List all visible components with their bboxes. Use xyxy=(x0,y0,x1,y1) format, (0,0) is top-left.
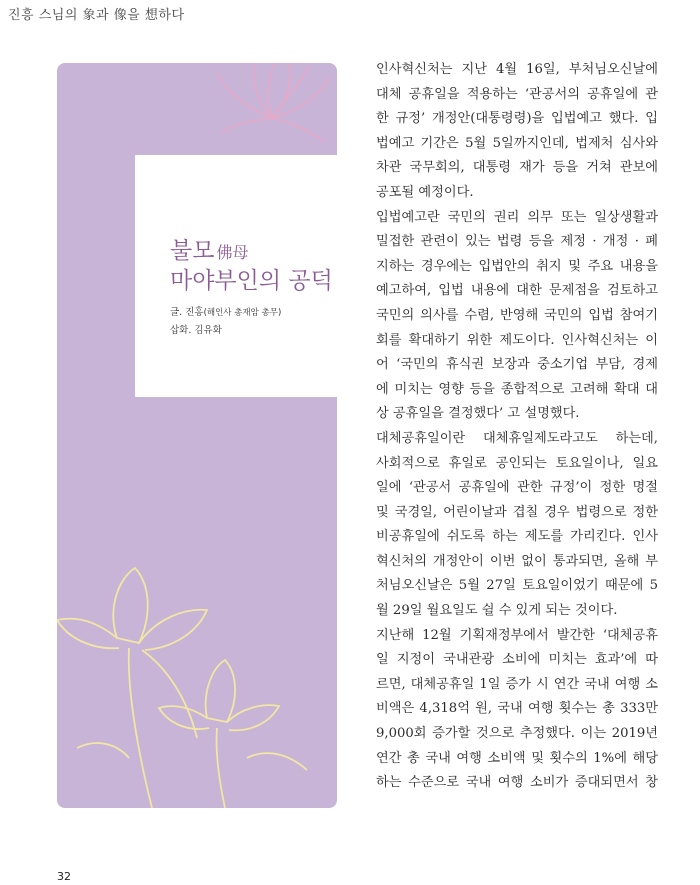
body-line: 9,000회 증가할 것으로 추정했다. 이는 2019년 xyxy=(376,726,658,742)
article-subtitle: 마야부인의 공덕 xyxy=(170,268,333,294)
writer-credit xyxy=(170,304,281,318)
body-line: 르면, 대체공휴일 1일 증가 시 연간 국내 여행 소 xyxy=(376,676,658,692)
body-line: 어 ‘국민의 휴식권 보장과 중소기업 부담, 경제 xyxy=(376,357,658,373)
body-line: 법예고 기간은 5월 5일까지인데, 법제처 심사와 xyxy=(376,135,658,151)
body-line: 한 규정’ 개정안(대통령령)을 입법예고 했다. 입 xyxy=(376,111,658,127)
article-body xyxy=(376,58,658,796)
body-line: 상 공휴일을 결정했다’ 고 설명했다. xyxy=(376,406,580,422)
body-line: 일에 ‘관공서 공휴일에 관한 규정’이 정한 명절 xyxy=(376,480,658,496)
body-line: 사회적으로 휴일로 공인되는 토요일이나, 일요 xyxy=(376,455,658,471)
illustrator-role: 삽화. xyxy=(170,325,192,336)
body-line: 예고하여, 입법 내용에 대한 문제점을 검토하고 xyxy=(376,283,658,299)
page-number: 32 xyxy=(57,870,71,883)
body-line: 공포될 예정이다. xyxy=(376,184,474,200)
body-line: 회를 확대하기 위한 제도이다. 인사혁신처는 이 xyxy=(376,332,658,348)
illustrator-credit xyxy=(170,322,222,336)
body-line: 비액은 4,318억 원, 국내 여행 횟수는 총 333만 xyxy=(376,701,658,717)
body-line: 대체공휴일이란 대체휴일제도라고도 하는데, xyxy=(376,430,658,446)
body-line: 국민의 의사를 수렴, 반영해 국민의 입법 참여기 xyxy=(376,307,658,323)
body-line: 입법예고란 국민의 권리 의무 또는 일상생활과 xyxy=(376,209,658,225)
body-line: 지난해 12월 기획재정부에서 발간한 ‘대체공휴 xyxy=(376,627,658,643)
body-line: 혁신처의 개정안이 이번 없이 통과되면, 올해 부 xyxy=(376,553,658,569)
body-line: 연간 총 국내 여행 소비액 및 횟수의 1%에 해당 xyxy=(376,750,658,766)
writer-affiliation: (해인사 총재암 총무) xyxy=(203,308,282,318)
body-line: 인사혁신처는 지난 4월 16일, 부처님오신날에 xyxy=(376,62,658,77)
writer-name: 진홍 xyxy=(185,307,204,318)
lotus-yellow-illustration xyxy=(57,548,337,808)
body-line: 비공휴일에 쉬도록 하는 제도를 가리킨다. 인사 xyxy=(376,529,658,545)
body-line: 지하는 경우에는 입법안의 취지 및 주요 내용을 xyxy=(376,258,658,274)
body-line: 월 29일 월요일도 쉴 수 있게 되는 것이다. xyxy=(376,603,618,619)
body-line: 하는 수준으로 국내 여행 소비가 증대되면서 창 xyxy=(376,775,658,791)
body-line: 에 미치는 영향 등을 종합적으로 고려해 확대 대 xyxy=(376,381,658,397)
body-line: 차관 국무회의, 대통령 재가 등을 거쳐 관보에 xyxy=(376,160,658,176)
writer-role: 글. xyxy=(170,307,183,318)
body-line: 대체 공휴일을 적용하는 ‘관공서의 공휴일에 관 xyxy=(376,86,658,102)
article-title xyxy=(170,232,248,265)
illustrator-name: 김유화 xyxy=(194,325,222,336)
running-header: 진흥 스님의 象과 像을 想하다 xyxy=(8,8,185,23)
body-line: 일 지정이 국내관광 소비에 미치는 효과’에 따 xyxy=(376,652,658,668)
body-line: 밀접한 관련이 있는 법령 등을 제정 · 개정 · 폐 xyxy=(376,234,658,250)
body-line: 처님오신날은 5월 27일 토요일이었기 때문에 5 xyxy=(376,578,658,594)
title-line1: 불모 xyxy=(170,238,215,264)
body-line: 및 국경일, 어린이날과 겹칠 경우 법령으로 정한 xyxy=(376,504,658,520)
title-hanja: 佛母 xyxy=(216,243,249,262)
